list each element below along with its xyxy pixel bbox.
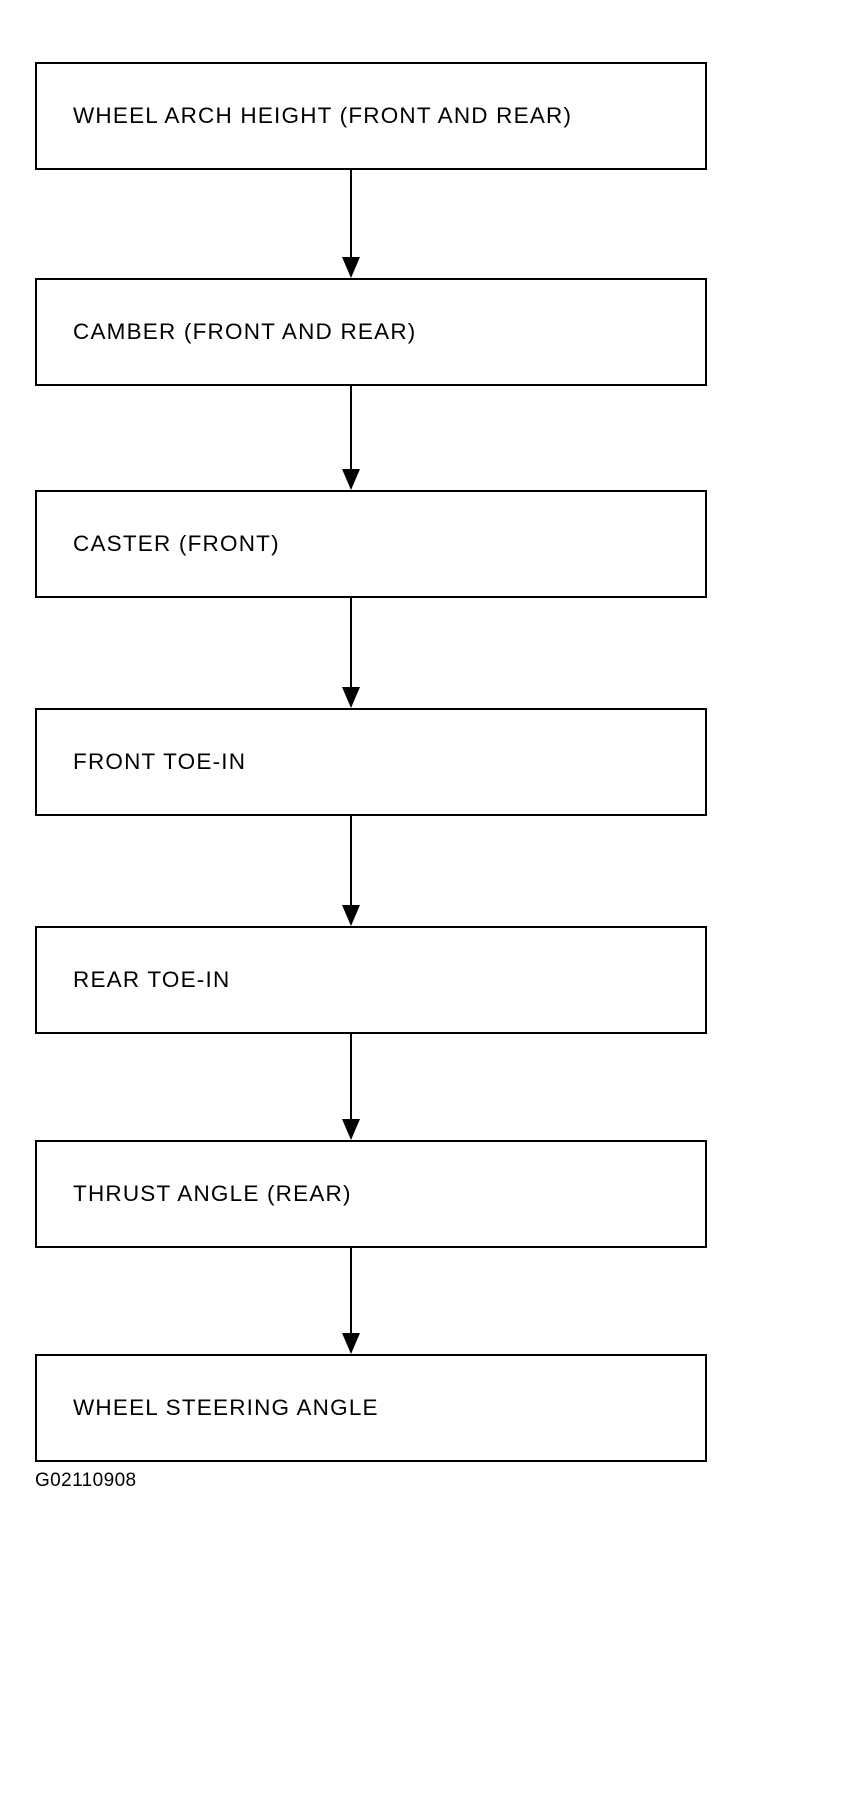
flowchart-arrow-5-to-6 <box>341 1034 361 1140</box>
arrow-head-down-icon <box>342 257 360 278</box>
arrow-shaft <box>350 1248 352 1333</box>
arrow-head-down-icon <box>342 469 360 490</box>
flowchart-arrow-4-to-5 <box>341 816 361 926</box>
flowchart-node-label: THRUST ANGLE (REAR) <box>73 1180 352 1206</box>
arrow-shaft <box>350 1034 352 1119</box>
flowchart-node-step-4 <box>35 708 707 816</box>
flowchart-arrow-1-to-2 <box>341 170 361 278</box>
flowchart-node-step-7 <box>35 1354 707 1462</box>
arrow-shaft <box>350 170 352 257</box>
arrow-shaft <box>350 386 352 469</box>
flowchart-node-label: WHEEL STEERING ANGLE <box>73 1394 379 1420</box>
flowchart-node-step-1 <box>35 62 707 170</box>
figure-id-label: G02110908 <box>35 1470 137 1491</box>
flowchart-node-label: CAMBER (FRONT AND REAR) <box>73 318 417 344</box>
flowchart-node-label: WHEEL ARCH HEIGHT (FRONT AND REAR) <box>73 102 573 128</box>
arrow-head-down-icon <box>342 1119 360 1140</box>
arrow-shaft <box>350 816 352 905</box>
arrow-head-down-icon <box>342 687 360 708</box>
flowchart-arrow-3-to-4 <box>341 598 361 708</box>
flowchart-arrow-6-to-7 <box>341 1248 361 1354</box>
arrow-head-down-icon <box>342 1333 360 1354</box>
flowchart-node-step-3 <box>35 490 707 598</box>
flowchart-node-label: REAR TOE-IN <box>73 966 231 992</box>
flowchart-node-step-2 <box>35 278 707 386</box>
flowchart-node-label: FRONT TOE-IN <box>73 748 247 774</box>
arrow-shaft <box>350 598 352 687</box>
flowchart-node-step-6 <box>35 1140 707 1248</box>
arrow-head-down-icon <box>342 905 360 926</box>
flowchart-node-label: CASTER (FRONT) <box>73 530 280 556</box>
flowchart-arrow-2-to-3 <box>341 386 361 490</box>
flowchart-node-step-5 <box>35 926 707 1034</box>
